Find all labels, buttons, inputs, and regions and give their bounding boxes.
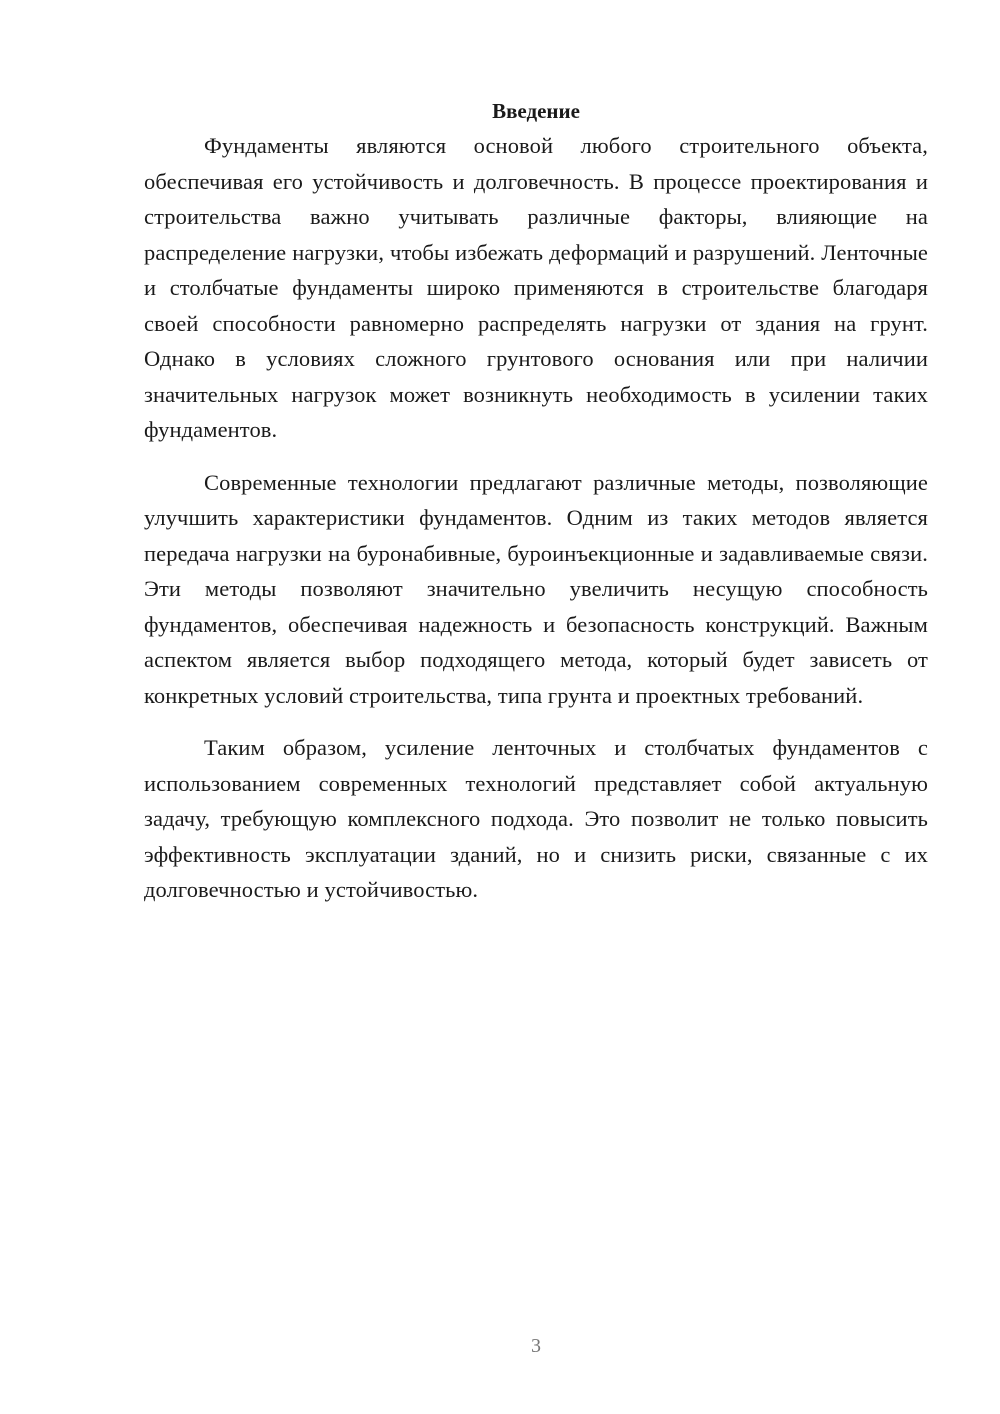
paragraph-1: Фундаменты являются основой любого строительного объекта, обеспечивая его устойчивость и долговечность. В процессе проектирования и строительства важно учитывать различные факторы, влияющие на распределение нагрузки, чтобы избежать деформаций и разрушений. Ленточные и столбчатые фундаменты широко применяются в строительстве благодаря своей способности равномерно распределять нагрузки от здания на грунт. Однако в условиях сложного грунтового основания или при наличии значительных нагрузок может возникнуть необходимость в усилении таких фундаментов. xyxy=(144,133,928,442)
page-number: 3 xyxy=(531,1335,541,1357)
paragraph-2: Современные технологии предлагают различные методы, позволяющие улучшить характеристики фундаментов. Одним из таких методов является передача нагрузки на буронабивные, буроинъекционные и задавливаемые связи. Эти методы позволяют значительно увеличить несущую способность фундаментов, обеспечивая надежность и безопасность конструкций. Важным аспектом является выбор подходящего метода, который будет зависеть от конкретных условий строительства, типа грунта и проектных требований. xyxy=(144,469,928,708)
section-title: Введение xyxy=(492,99,580,123)
paragraph-3: Таким образом, усиление ленточных и столбчатых фундаментов с использованием современных технологий представляет собой актуальную задачу, требующую комплексного подхода. Это позволит не только повысить эффективность эксплуатации зданий, но и снизить риски, связанные с их долговечностью и устойчивостью. xyxy=(144,735,928,902)
page-content xyxy=(144,96,928,925)
